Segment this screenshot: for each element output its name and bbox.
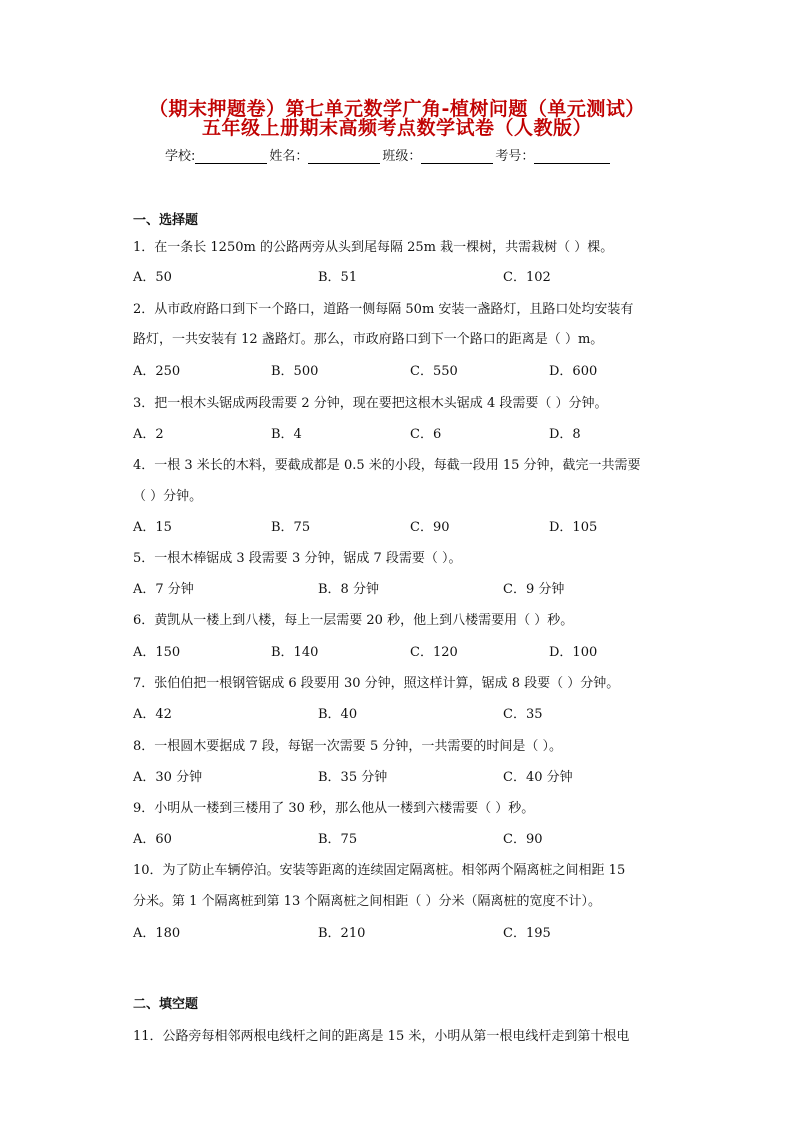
q8-option-a[interactable]: A．30 分钟: [133, 770, 203, 785]
class-blank[interactable]: [421, 150, 493, 164]
q2-option-a[interactable]: A．250: [133, 364, 181, 379]
q5-option-a[interactable]: A．7 分钟: [133, 582, 194, 597]
q5-option-c[interactable]: C．9 分钟: [503, 582, 565, 597]
q2-option-b[interactable]: B．500: [271, 364, 319, 379]
q6-option-c[interactable]: C．120: [410, 645, 458, 660]
question-10-line-2: 分米。第 1 个隔离桩到第 13 个隔离桩之间相距（ ）分米（隔离桩的宽度不计）。: [133, 894, 601, 909]
question-2-line-1: 2．从市政府路口到下一个路口，道路一侧每隔 50m 安装一盏路灯，且路口处均安装有: [133, 302, 634, 317]
q5-option-b[interactable]: B．8 分钟: [318, 582, 379, 597]
q1-option-b[interactable]: B．51: [318, 270, 358, 285]
question-4-line-1: 4．一根 3 米长的木料，要截成都是 0.5 米的小段，每截一段用 15 分钟，截完一共需要: [133, 458, 641, 473]
number-blank[interactable]: [534, 150, 610, 164]
q3-option-d[interactable]: D．8: [549, 427, 581, 442]
q10-option-c[interactable]: C．195: [503, 926, 551, 941]
q1-option-c[interactable]: C．102: [503, 270, 551, 285]
question-2-line-2: 路灯，一共安装有 12 盏路灯。那么，市政府路口到下一个路口的距离是（ ）m。: [133, 332, 604, 347]
section-heading-fill: 二、填空题: [133, 997, 199, 1012]
student-info-row: [165, 145, 612, 164]
question-10-line-1: 10．为了防止车辆停泊。安装等距离的连续固定隔离桩。相邻两个隔离桩之间相距 15: [133, 863, 626, 878]
exam-title-line-1: （期末押题卷）第七单元数学广角-植树问题（单元测试）: [149, 98, 645, 120]
question-8-text: 8．一根圆木要据成 7 段，每锯一次需要 5 分钟，一共需要的时间是（ ）。: [133, 739, 562, 754]
question-9-text: 9．小明从一楼到三楼用了 30 秒，那么他从一楼到六楼需要（ ）秒。: [133, 801, 535, 816]
q4-option-a[interactable]: A．15: [133, 520, 172, 535]
question-6-text: 6．黄凯从一楼上到八楼，每上一层需要 20 秒，他上到八楼需要用（ ）秒。: [133, 613, 574, 628]
q8-option-b[interactable]: B．35 分钟: [318, 770, 388, 785]
q2-option-d[interactable]: D．600: [549, 364, 598, 379]
q4-option-d[interactable]: D．105: [549, 520, 598, 535]
q7-option-c[interactable]: C．35: [503, 707, 543, 722]
exam-title-line-2: 五年级上册期末高频考点数学试卷（人教版）: [201, 117, 592, 139]
q9-option-c[interactable]: C．90: [503, 832, 543, 847]
question-3-text: 3．把一根木头锯成两段需要 2 分钟，现在要把这根木头锯成 4 段需要（ ）分钟。: [133, 396, 608, 411]
question-11-text: 11．公路旁每相邻两根电线杆之间的距离是 15 米，小明从第一根电线杆走到第十根电: [133, 1029, 630, 1044]
school-label: 学校:: [165, 149, 196, 164]
q3-option-a[interactable]: A．2: [133, 427, 164, 442]
question-4-line-2: （ ）分钟。: [133, 489, 203, 504]
section-heading-choice: 一、选择题: [133, 213, 199, 228]
q1-option-a[interactable]: A．50: [133, 270, 172, 285]
question-7-text: 7．张伯伯把一根钢管锯成 6 段要用 30 分钟，照这样计算，锯成 8 段要（ ）分钟。: [133, 676, 620, 691]
q4-option-c[interactable]: C．90: [410, 520, 450, 535]
name-blank[interactable]: [308, 150, 380, 164]
q6-option-b[interactable]: B．140: [271, 645, 319, 660]
q10-option-b[interactable]: B．210: [318, 926, 366, 941]
name-label: 姓名：: [269, 149, 309, 164]
q7-option-a[interactable]: A．42: [133, 707, 172, 722]
school-blank[interactable]: [195, 150, 267, 164]
q2-option-c[interactable]: C．550: [410, 364, 458, 379]
q7-option-b[interactable]: B．40: [318, 707, 358, 722]
q6-option-a[interactable]: A．150: [133, 645, 181, 660]
q3-option-b[interactable]: B．4: [271, 427, 302, 442]
q6-option-d[interactable]: D．100: [549, 645, 598, 660]
class-label: 班级：: [382, 149, 422, 164]
question-1-text: 1．在一条长 1250m 的公路两旁从头到尾每隔 25m 栽一棵树，共需栽树（ ）棵。: [133, 240, 614, 255]
q4-option-b[interactable]: B．75: [271, 520, 311, 535]
q8-option-c[interactable]: C．40 分钟: [503, 770, 573, 785]
q10-option-a[interactable]: A．180: [133, 926, 181, 941]
q3-option-c[interactable]: C．6: [410, 427, 442, 442]
number-label: 考号：: [495, 149, 535, 164]
q9-option-b[interactable]: B．75: [318, 832, 358, 847]
q9-option-a[interactable]: A．60: [133, 832, 172, 847]
question-5-text: 5．一根木棒锯成 3 段需要 3 分钟，锯成 7 段需要（ ）。: [133, 551, 462, 566]
